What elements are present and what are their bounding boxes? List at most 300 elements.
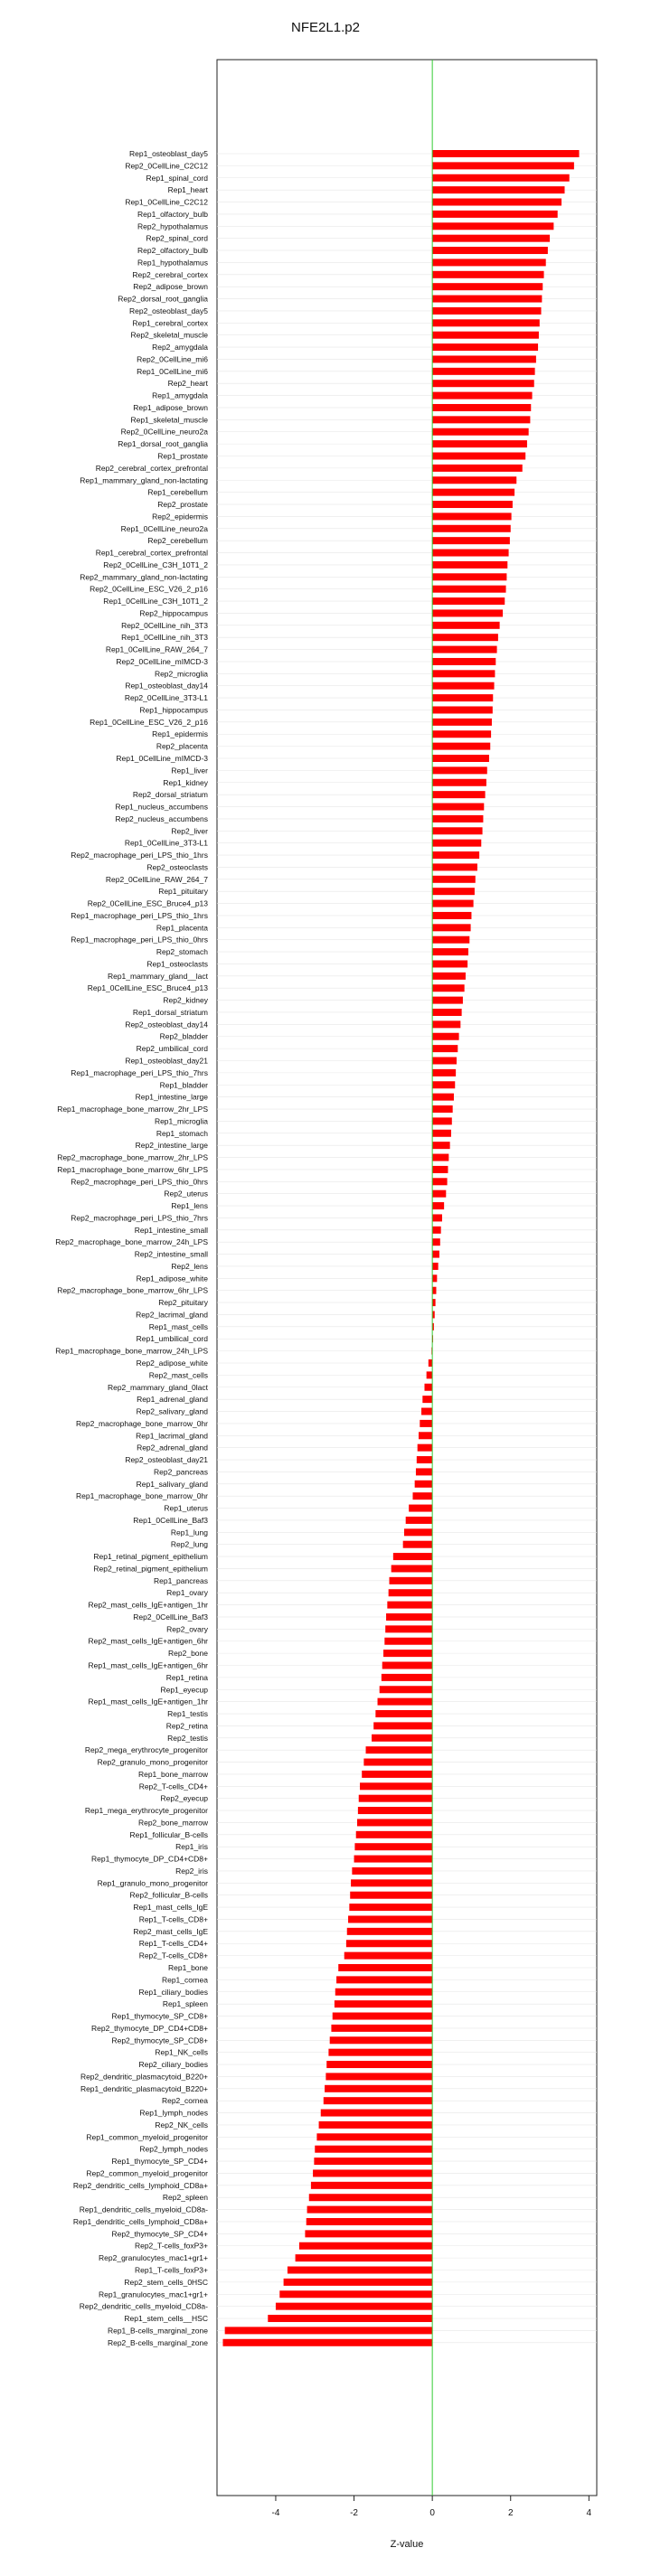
bar (346, 1940, 432, 1947)
bar (344, 1952, 432, 1960)
category-label: Rep2_cornea (161, 2096, 208, 2106)
category-label: Rep1_mast_cells_IgE+antigen_6hr (88, 1660, 208, 1670)
category-label: Rep2_granulo_mono_progenitor (97, 1757, 208, 1767)
category-label: Rep1_osteoblast_day5 (129, 149, 208, 158)
bar (330, 2036, 432, 2044)
bar (432, 924, 470, 931)
bar (432, 465, 523, 472)
bar (432, 1117, 452, 1124)
x-tick-label: 4 (586, 2508, 592, 2518)
category-label: Rep2_salivary_gland (136, 1406, 208, 1416)
bar (268, 2315, 432, 2322)
bar (432, 863, 477, 870)
category-label: Rep1_T-cells_CD8+ (138, 1914, 208, 1924)
category-label: Rep1_0CellLine_Baf3 (133, 1515, 208, 1525)
category-label: Rep1_cerebellum (147, 487, 208, 497)
category-label: Rep2_0CellLine_3T3-L1 (124, 693, 208, 703)
x-axis-title: Z-value (390, 2539, 424, 2550)
bar (432, 186, 564, 193)
bar (362, 1771, 432, 1778)
category-label: Rep1_dorsal_striatum (132, 1007, 208, 1017)
bar (432, 1274, 437, 1282)
bar (432, 355, 536, 362)
bar (305, 2230, 432, 2237)
bar (348, 1915, 432, 1923)
category-label: Rep2_ciliary_bodies (138, 2060, 208, 2070)
bar (432, 827, 482, 834)
category-label: Rep2_adipose_white (136, 1359, 208, 1368)
bar (432, 1009, 461, 1016)
bar (335, 1988, 432, 1996)
bar (409, 1505, 432, 1512)
bar (432, 622, 499, 629)
bar (432, 404, 531, 411)
category-label: Rep1_epidermis (152, 729, 208, 739)
category-label: Rep1_macrophage_peri_LPS_thio_7hrs (71, 1067, 208, 1077)
category-label: Rep1_uterus (164, 1503, 208, 1513)
category-label: Rep1_thymocyte_DP_CD4+CD8+ (91, 1854, 208, 1864)
category-label: Rep1_heart (167, 185, 208, 195)
bar (432, 199, 561, 206)
category-label: Rep1_lung (170, 1528, 208, 1537)
category-label: Rep1_ciliary_bodies (138, 1987, 208, 1997)
x-tick-label: -2 (350, 2508, 358, 2518)
bar (432, 888, 475, 895)
category-label: Rep2_macrophage_peri_LPS_thio_1hrs (71, 851, 208, 860)
bar (424, 1384, 432, 1391)
bar (432, 319, 540, 326)
bar (432, 235, 550, 242)
category-label: Rep1_salivary_gland (136, 1479, 208, 1489)
x-tick-label: 2 (507, 2508, 514, 2518)
category-label: Rep2_0CellLine_Baf3 (133, 1612, 208, 1622)
bar (311, 2182, 432, 2189)
category-label: Rep2_osteoclasts (146, 862, 208, 872)
bar (382, 1662, 432, 1669)
category-label: Rep2_T-cells_foxP3+ (134, 2241, 208, 2251)
category-label: Rep2_amygdala (152, 343, 208, 353)
bar (432, 525, 511, 532)
bar (351, 1879, 432, 1886)
bar (384, 1638, 432, 1645)
category-label: Rep1_placenta (156, 923, 208, 933)
bar (432, 332, 539, 339)
category-label: Rep2_NK_cells (155, 2120, 208, 2129)
category-label: Rep2_iris (175, 1866, 208, 1876)
bar (432, 440, 527, 447)
bar (382, 1674, 432, 1681)
bar (357, 1819, 432, 1826)
bar (288, 2267, 432, 2274)
category-label: Rep2_intestine_large (135, 1141, 208, 1151)
bar (432, 609, 503, 616)
category-label: Rep1_adrenal_gland (137, 1395, 208, 1405)
category-label: Rep2_0CellLine_mIMCD-3 (116, 656, 208, 666)
category-label: Rep1_retinal_pigment_epithelium (93, 1552, 208, 1562)
category-label: Rep1_mega_erythrocyte_progenitor (84, 1806, 208, 1816)
category-label: Rep2_hippocampus (139, 608, 208, 618)
bar (432, 1105, 453, 1113)
bar (299, 2242, 432, 2250)
bar (432, 840, 481, 847)
bar (429, 1359, 432, 1367)
bar (432, 1238, 440, 1246)
category-label: Rep2_prostate (157, 500, 208, 510)
category-label: Rep2_mammary_gland_0lact (107, 1382, 208, 1392)
category-label: Rep1_mast_cells (148, 1321, 208, 1331)
bar (432, 815, 483, 823)
category-label: Rep2_mast_cells (148, 1370, 208, 1380)
bar (432, 1081, 455, 1088)
bar (313, 2169, 432, 2176)
bar (432, 1154, 448, 1161)
x-tick-label: 0 (429, 2508, 435, 2518)
bar (349, 1904, 432, 1911)
category-label: Rep2_spleen (162, 2193, 208, 2203)
category-label: Rep2_osteoblast_day14 (125, 1020, 208, 1029)
category-label: Rep2_olfactory_bulb (137, 246, 208, 256)
category-label: Rep1_macrophage_peri_LPS_thio_0hrs (71, 935, 208, 945)
bar (432, 984, 465, 992)
category-label: Rep1_thymocyte_SP_CD4+ (111, 2157, 208, 2167)
category-label: Rep2_macrophage_peri_LPS_thio_0hrs (71, 1177, 208, 1187)
category-label: Rep1_adipose_brown (133, 402, 208, 412)
chart-title: NFE2L1.p2 (291, 20, 360, 35)
bar (307, 2206, 433, 2214)
category-label: Rep2_0CellLine_C3H_10T1_2 (103, 559, 208, 569)
category-label: Rep1_microglia (154, 1116, 208, 1126)
bar (380, 1686, 432, 1693)
bar (325, 2085, 432, 2092)
bar (432, 658, 495, 665)
category-label: Rep1_umbilical_cord (136, 1334, 208, 1344)
category-label: Rep2_mast_cells_IgE+antigen_6hr (88, 1636, 208, 1646)
bar (389, 1589, 432, 1596)
category-label: Rep2_granulocytes_mac1+gr1+ (99, 2253, 208, 2263)
bar (432, 416, 530, 423)
category-label: Rep1_0CellLine_neuro2a (120, 523, 208, 533)
bar (321, 2110, 432, 2117)
category-label: Rep2_dendritic_plasmacytoid_B220+ (80, 2072, 208, 2082)
category-label: Rep2_umbilical_cord (136, 1044, 208, 1054)
category-label: Rep1_osteoclasts (146, 959, 208, 969)
bar (432, 973, 466, 980)
bar (432, 1287, 436, 1294)
category-label: Rep2_pituitary (158, 1298, 208, 1308)
bar (432, 1202, 444, 1209)
category-label: Rep1_T-cells_CD4+ (138, 1939, 208, 1949)
category-label: Rep2_dorsal_striatum (132, 790, 208, 800)
bar (336, 1976, 432, 1983)
bar (432, 162, 574, 169)
bar (432, 428, 529, 436)
category-label: Rep1_0CellLine_C3H_10T1_2 (103, 597, 208, 606)
bar (432, 392, 532, 400)
bar (432, 247, 548, 254)
category-label: Rep2_ovary (166, 1624, 208, 1634)
category-label: Rep2_lymph_nodes (139, 2144, 208, 2154)
bar (393, 1553, 432, 1560)
bar (279, 2290, 432, 2298)
bar (432, 997, 463, 1004)
category-label: Rep1_pancreas (153, 1575, 208, 1585)
category-label: Rep1_nucleus_accumbens (115, 802, 208, 812)
bar (432, 1033, 458, 1040)
category-label: Rep2_retinal_pigment_epithelium (93, 1564, 208, 1574)
bar (360, 1782, 432, 1790)
category-label: Rep1_macrophage_bone_marrow_24h_LPS (55, 1346, 208, 1356)
category-label: Rep2_mega_erythrocyte_progenitor (84, 1745, 208, 1755)
bar (432, 779, 486, 786)
bar (383, 1650, 432, 1657)
category-label: Rep2_T-cells_CD4+ (138, 1782, 208, 1791)
category-label: Rep1_intestine_large (135, 1092, 208, 1102)
bar (432, 296, 542, 303)
bar (432, 512, 511, 520)
category-label: Rep2_bone (168, 1649, 208, 1659)
category-label: Rep2_T-cells_CD8+ (138, 1951, 208, 1960)
category-label: Rep2_common_myeloid_progenitor (86, 2168, 208, 2178)
bar (432, 476, 516, 484)
bar (412, 1492, 432, 1500)
bar (314, 2158, 432, 2165)
category-label: Rep2_macrophage_peri_LPS_thio_7hrs (71, 1213, 208, 1223)
category-label: Rep2_dendritic_cells_lymphoid_CD8a+ (72, 2180, 208, 2190)
category-label: Rep1_dendritic_plasmacytoid_B220+ (80, 2083, 208, 2093)
x-tick-label: -4 (271, 2508, 280, 2518)
bar (432, 211, 558, 218)
category-label: Rep1_cornea (161, 1975, 208, 1985)
category-label: Rep1_lens (171, 1201, 208, 1211)
bar (366, 1746, 433, 1753)
bar (432, 743, 490, 750)
category-label: Rep1_mast_cells_IgE+antigen_1hr (88, 1697, 208, 1706)
category-label: Rep2_thymocyte_DP_CD4+CD8+ (91, 2023, 208, 2033)
category-label: Rep2_0CellLine_nih_3T3 (121, 620, 208, 630)
category-label: Rep2_0CellLine_ESC_V26_2_p16 (90, 584, 208, 594)
category-label: Rep1_0CellLine_ESC_Bruce4_p13 (87, 983, 208, 993)
category-label: Rep1_osteoblast_day21 (125, 1056, 208, 1066)
plot-frame (217, 60, 597, 2496)
category-label: Rep2_dorsal_root_ganglia (118, 294, 208, 304)
bar (432, 1251, 439, 1258)
bar (432, 730, 491, 738)
category-label: Rep1_ovary (166, 1588, 208, 1598)
bar (432, 1214, 442, 1221)
category-label: Rep2_thymocyte_SP_CD4+ (111, 2229, 208, 2239)
bar (373, 1722, 432, 1729)
category-label: Rep2_osteoblast_day5 (129, 306, 208, 315)
category-label: Rep2_testis (167, 1733, 208, 1743)
bar (331, 2025, 432, 2032)
bar (276, 2303, 432, 2310)
category-label: Rep2_0CellLine_neuro2a (120, 427, 208, 437)
category-label: Rep2_cerebral_cortex (132, 269, 208, 279)
bar (432, 1069, 456, 1076)
category-label: Rep2_0CellLine_RAW_264_7 (105, 874, 208, 884)
category-label: Rep1_osteoblast_day14 (125, 681, 208, 691)
category-label: Rep2_lens (171, 1261, 208, 1271)
bar (432, 1094, 454, 1101)
bar (359, 1795, 432, 1802)
bar (432, 561, 507, 569)
category-label: Rep2_placenta (156, 741, 208, 751)
bar (432, 1299, 435, 1306)
bar (432, 646, 496, 653)
bar (375, 1710, 432, 1717)
bar (315, 2146, 432, 2153)
bar (316, 2133, 432, 2140)
x-axis (271, 2496, 591, 2518)
category-label: Rep2_eyecup (160, 1793, 208, 1803)
category-label: Rep2_0CellLine_ESC_Bruce4_p13 (87, 898, 208, 908)
bar (309, 2194, 432, 2201)
bar (432, 174, 570, 182)
category-label: Rep2_cerebellum (147, 536, 208, 546)
category-label: Rep1_hippocampus (139, 705, 208, 715)
bar (432, 634, 498, 641)
category-label: Rep2_mammary_gland_non-lactating (80, 572, 208, 582)
bar (225, 2327, 432, 2334)
bar (432, 766, 487, 774)
bar (432, 960, 467, 967)
category-label: Rep2_spinal_cord (146, 233, 208, 243)
bar (284, 2279, 433, 2286)
bar (432, 694, 493, 701)
bar (386, 1613, 432, 1621)
category-label: Rep1_testis (167, 1709, 208, 1719)
bar (432, 719, 492, 726)
category-label: Rep2_thymocyte_SP_CD8+ (111, 2035, 208, 2045)
bar (432, 936, 469, 944)
category-label: Rep1_thymocyte_SP_CD8+ (111, 2011, 208, 2021)
bar (432, 1142, 449, 1149)
bar (432, 259, 546, 266)
category-label: Rep2_osteoblast_day21 (125, 1455, 208, 1465)
bar (432, 1263, 438, 1270)
bar (417, 1456, 432, 1463)
category-label: Rep1_0CellLine_mi6 (137, 366, 208, 376)
category-label: Rep1_0CellLine_RAW_264_7 (105, 644, 208, 654)
category-label: Rep2_kidney (163, 995, 208, 1005)
bar (356, 1831, 432, 1838)
category-label: Rep2_pancreas (153, 1467, 208, 1477)
bar (338, 1964, 432, 1971)
category-label: Rep1_macrophage_bone_marrow_6hr_LPS (57, 1164, 208, 1174)
bar (419, 1432, 432, 1439)
bar (432, 537, 510, 544)
category-label: Rep2_0CellLine_C2C12 (125, 161, 208, 171)
bar (333, 2013, 432, 2020)
category-label: Rep2_macrophage_bone_marrow_2hr_LPS (57, 1152, 208, 1162)
bar (387, 1602, 432, 1609)
category-label: Rep1_0CellLine_nih_3T3 (121, 633, 208, 643)
category-label: Rep1_0CellLine_mIMCD-3 (116, 754, 208, 763)
category-label: Rep2_follicular_B-cells (129, 1890, 208, 1900)
bar (350, 1892, 432, 1899)
bar (416, 1468, 432, 1475)
category-label: Rep2_0CellLine_mi6 (137, 354, 208, 364)
category-label: Rep1_dorsal_root_ganglia (118, 439, 208, 449)
bar (432, 1020, 460, 1028)
category-label: Rep2_nucleus_accumbens (115, 813, 208, 823)
bar (432, 670, 495, 677)
category-label: Rep1_macrophage_bone_marrow_2hr_LPS (57, 1105, 208, 1114)
category-label: Rep1_bone_marrow (137, 1769, 208, 1779)
category-label: Rep2_heart (167, 379, 208, 389)
category-label: Rep1_spinal_cord (146, 173, 208, 183)
category-label: Rep1_liver (171, 766, 208, 776)
bar (354, 1856, 433, 1863)
bar (326, 2073, 432, 2080)
bar (418, 1444, 432, 1452)
category-label: Rep1_dendritic_cells_lymphoid_CD8a+ (72, 2216, 208, 2226)
bar (319, 2121, 433, 2129)
bar (432, 1166, 448, 1173)
category-label: Rep2_stem_cells_0HSC (124, 2277, 208, 2287)
bar (222, 2339, 432, 2346)
category-label: Rep1_iris (175, 1842, 208, 1852)
category-label: Rep1_olfactory_bulb (137, 209, 208, 219)
category-label: Rep2_macrophage_bone_marrow_24h_LPS (55, 1237, 208, 1247)
category-label: Rep2_adrenal_gland (137, 1443, 208, 1453)
category-label: Rep1_common_myeloid_progenitor (86, 2132, 208, 2142)
bar (378, 1698, 433, 1706)
bar (422, 1396, 432, 1403)
bar (432, 150, 579, 157)
bar (432, 307, 541, 315)
bar (432, 755, 489, 762)
category-label: Rep2_macrophage_bone_marrow_0hr (75, 1418, 208, 1428)
bar (432, 271, 543, 278)
category-label: Rep2_stomach (156, 947, 208, 957)
category-label: Rep2_dendritic_cells_myeloid_CD8a- (79, 2301, 208, 2311)
category-label: Rep1_0CellLine_ESC_V26_2_p16 (90, 717, 208, 727)
bar (432, 380, 534, 387)
category-label: Rep1_pituitary (158, 887, 208, 897)
bar (432, 791, 485, 798)
bar (326, 2061, 432, 2068)
bar (307, 2218, 432, 2225)
category-label: Rep1_eyecup (160, 1685, 208, 1695)
category-label: Rep1_B-cells_marginal_zone (107, 2326, 208, 2336)
category-label: Rep1_granulocytes_mac1+gr1+ (99, 2289, 208, 2299)
category-label: Rep2_macrophage_bone_marrow_6hr_LPS (57, 1285, 208, 1295)
category-label: Rep1_cerebral_cortex_prefrontal (95, 548, 208, 558)
category-label: Rep1_stomach (156, 1128, 208, 1138)
category-label: Rep2_hypothalamus (137, 221, 208, 231)
category-label: Rep2_adipose_brown (133, 282, 208, 292)
category-label: Rep1_bone (168, 1963, 208, 1972)
bar (432, 1227, 441, 1234)
bar (328, 2049, 432, 2056)
category-label: Rep2_B-cells_marginal_zone (107, 2337, 208, 2347)
bar (432, 501, 513, 508)
bar (415, 1481, 432, 1488)
bar (432, 453, 525, 460)
category-label: Rep1_granulo_mono_progenitor (97, 1878, 208, 1888)
category-label: Rep1_adipose_white (136, 1274, 208, 1283)
category-label: Rep1_retina (165, 1672, 208, 1682)
category-label: Rep1_dendritic_cells_myeloid_CD8a- (79, 2205, 208, 2214)
bar (432, 489, 514, 496)
category-label: Rep1_amygdala (152, 390, 208, 400)
bar (432, 368, 534, 375)
category-label: Rep2_bone_marrow (137, 1818, 208, 1828)
category-label: Rep2_mast_cells_IgE+antigen_1hr (88, 1600, 208, 1610)
category-label: Rep1_lymph_nodes (139, 2108, 208, 2118)
bar (432, 1178, 447, 1185)
